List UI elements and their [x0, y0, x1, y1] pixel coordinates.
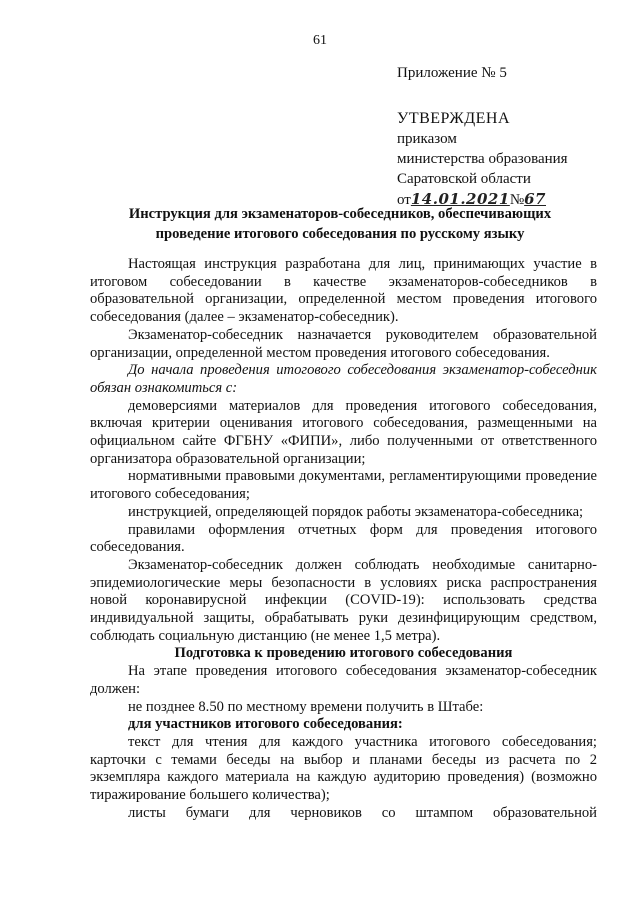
approval-line-2: министерства образования: [397, 151, 568, 167]
handwritten-date: 14.01.2021: [410, 190, 510, 208]
document-title: [90, 204, 590, 244]
page-number: 61: [313, 33, 327, 48]
approved-label: УТВЕРЖДЕНА: [397, 110, 511, 127]
paragraph-familiarize: До начала проведения итогового собеседования экзаменатор-собеседник обязан ознакомиться с:: [90, 362, 597, 396]
list-item-normative-docs: нормативными правовыми документами, регламентирующими проведение итогового собеседования;: [90, 468, 597, 503]
paragraph-deadline: не позднее 8.50 по местному времени получить в Штабе:: [128, 698, 484, 715]
title-line-1: Инструкция для экзаменаторов-собеседников, обеспечивающих: [128, 206, 552, 222]
paragraph-intro: Настоящая инструкция разработана для лиц, принимающих участие в итоговом собеседовании в качестве экзаменаторов-собеседников в образовательной организации, определенной местом проведения итогового собеседования (далее – экзаменатор-собеседник).: [90, 256, 597, 326]
approval-line-1: приказом: [397, 131, 457, 147]
paragraph-stage: На этапе проведения итогового собеседования экзаменатор-собеседник должен:: [90, 663, 597, 697]
list-item-report-forms: правилами оформления отчетных форм для проведения итогового собеседования.: [90, 521, 597, 556]
subheading-participants: для участников итогового собеседования:: [128, 716, 403, 733]
list-item-draft-sheets: листы бумаги для черновиков со штампом образовательной: [128, 804, 597, 821]
list-item-instruction: инструкцией, определяющей порядок работы экзаменатора-собеседника;: [128, 503, 584, 520]
paragraph-appointment: Экзаменатор-собеседник назначается руководителем образовательной организации, определенной местом проведения итогового собеседования.: [90, 326, 597, 361]
date-prefix: от: [397, 192, 411, 208]
title-line-2: проведение итогового собеседования по русскому языку: [155, 226, 525, 242]
handwritten-number: 67: [524, 190, 546, 208]
number-prefix: №: [509, 192, 525, 208]
list-item-reading-text: текст для чтения для каждого участника итогового собеседования; карточки с темами беседы на выбор и планами беседы из расчета по 2 экземпляра каждого материала на каждую аудиторию проведения) (возможно тиражирование большего количества);: [90, 733, 597, 804]
paragraph-sanitary: Экзаменатор-собеседник должен соблюдать необходимые санитарно-эпидемиологические меры безопасности в условиях риска распространения новой коронавирусной инфекции (COVID-19): использовать средства индивидуальной защиты, обрабатывать руки дезинфицирующим средством, соблюдать социальную дистанцию (не менее 1,5 метра).: [90, 556, 597, 644]
approval-line-3: Саратовской области: [397, 171, 531, 187]
section-heading: Подготовка к проведению итогового собеседования: [174, 645, 513, 662]
list-item-demoversions: демоверсиями материалов для проведения итогового собеседования, включая критерии оценивания итогового собеседования, размещенными на официальном сайте ФГБНУ «ФИПИ», либо полученными от ответственного организатора образовательной организации;: [90, 397, 597, 467]
appendix-label: Приложение № 5: [397, 65, 507, 81]
approval-block: [397, 63, 568, 210]
document-body: [90, 256, 597, 823]
